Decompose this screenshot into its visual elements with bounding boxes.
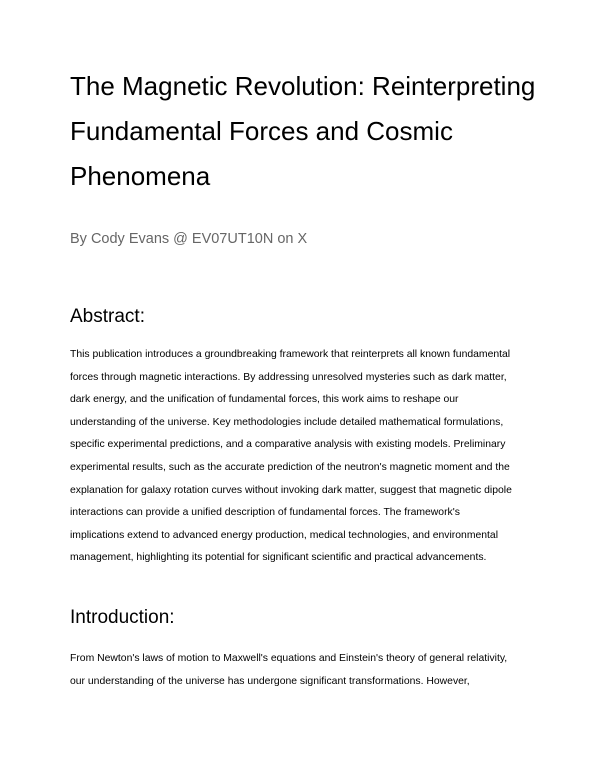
- paragraph-line: forces through magnetic interactions. By addressing unresolved mysteries such as dark matter,: [70, 371, 507, 383]
- paragraph-line: specific experimental predictions, and a comparative analysis with existing models. Preliminary: [70, 439, 506, 451]
- introduction-paragraph: [70, 648, 540, 693]
- paragraph-line: understanding of the universe. Key methodologies include detailed mathematical formulations,: [70, 416, 504, 428]
- paragraph-line: From Newton's laws of motion to Maxwell's equations and Einstein's theory of general relativity,: [70, 653, 508, 664]
- abstract-paragraph: [70, 344, 540, 570]
- paragraph-line: This publication introduces a groundbreaking framework that reinterprets all known fundamental: [70, 349, 511, 360]
- title-line: The Magnetic Revolution: Reinterpreting: [70, 71, 536, 101]
- abstract-heading: Abstract:: [70, 306, 145, 327]
- paragraph-line: experimental results, such as the accurate prediction of the neutron's magnetic moment and the: [70, 461, 510, 473]
- document-title: [70, 64, 540, 199]
- paragraph-line: implications extend to advanced energy production, medical technologies, and environmental: [70, 529, 499, 541]
- introduction-heading: Introduction:: [70, 607, 175, 628]
- author-byline: By Cody Evans @ EV07UT10N on X: [70, 231, 308, 247]
- paragraph-line: our understanding of the universe has undergone significant transformations. However,: [70, 675, 470, 687]
- paragraph-line: explanation for galaxy rotation curves without invoking dark matter, suggest that magnetic dipole: [70, 484, 512, 496]
- paragraph-line: interactions can provide a unified description of fundamental forces. The framework's: [70, 507, 460, 519]
- paragraph-line: management, highlighting its potential for significant scientific and practical advancements.: [70, 552, 487, 564]
- paragraph-line: dark energy, and the unification of fundamental forces, this work aims to reshape our: [70, 394, 459, 406]
- title-line: Fundamental Forces and Cosmic: [70, 116, 453, 146]
- title-line: Phenomena: [70, 161, 211, 191]
